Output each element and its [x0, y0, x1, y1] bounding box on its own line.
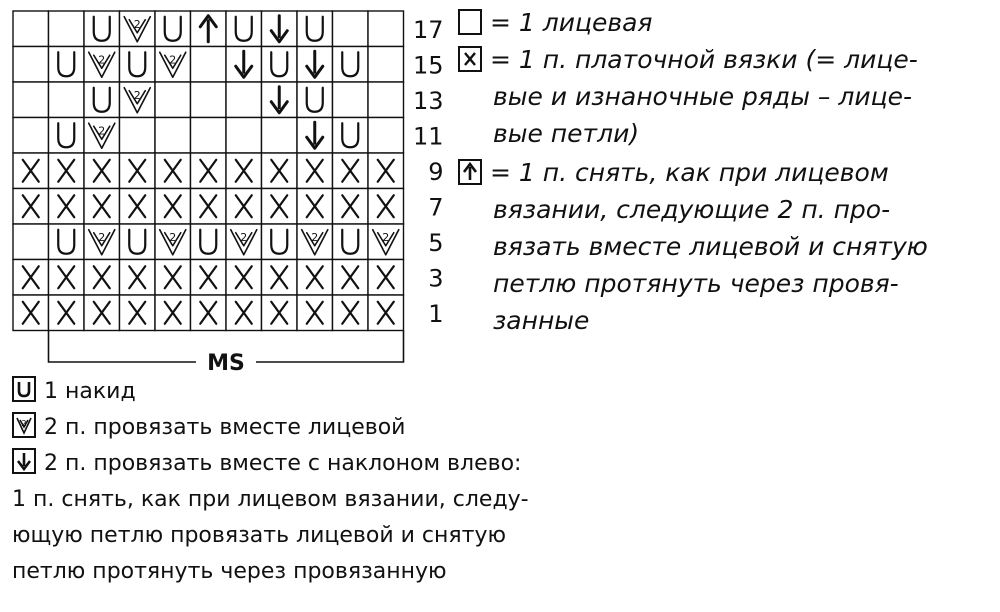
- chart-cell: [333, 295, 369, 331]
- chart-cell: [262, 118, 298, 154]
- legend-up-text-4: петлю протянуть через провя-: [493, 269, 899, 298]
- chart-cell: [333, 118, 369, 154]
- chart-cell: [49, 11, 85, 47]
- chart-cell: [120, 295, 156, 331]
- chart-cell: [368, 82, 404, 118]
- chart-cell: [297, 260, 333, 296]
- chart-cell: [297, 189, 333, 225]
- chart-cell: [262, 153, 298, 189]
- legend-ssk-text-3: ющую петлю провязать лицевой и снятую: [12, 523, 506, 548]
- x-icon: [458, 46, 482, 72]
- chart-cell: [333, 47, 369, 83]
- chart-cell: [226, 47, 262, 83]
- chart-cell: [13, 118, 49, 154]
- legend-up-text-2: вязании, следующие 2 п. про-: [493, 195, 891, 224]
- legend-ssk-text-1: 2 п. провязать вместе с наклоном влево:: [44, 451, 522, 476]
- chart-cell: [297, 11, 333, 47]
- chart-cell: [49, 118, 85, 154]
- chart-cell: [155, 118, 191, 154]
- chart-cell: [226, 11, 262, 47]
- chart-cell: [262, 189, 298, 225]
- chart-cell: [155, 153, 191, 189]
- chart-cell: [120, 11, 156, 47]
- u-icon: [12, 376, 36, 402]
- chart-cell: [13, 260, 49, 296]
- chart-cell: [262, 260, 298, 296]
- legend-garter: [458, 41, 998, 78]
- row-number: 3: [428, 264, 444, 293]
- legend-knit: [458, 4, 998, 41]
- chart-cell: [155, 47, 191, 83]
- chart-cell: [49, 47, 85, 83]
- legend-garter-text-3: вые петли): [493, 119, 640, 148]
- chart-cell: [297, 47, 333, 83]
- row-number: 13: [412, 86, 444, 115]
- chart-cell: [84, 82, 120, 118]
- chart-cell: [297, 224, 333, 260]
- down-arrow-icon: [12, 448, 36, 474]
- chart-cell: [333, 82, 369, 118]
- chart-cell: [297, 295, 333, 331]
- legend-ssk: [12, 446, 529, 482]
- chart-cell: [120, 47, 156, 83]
- svg-text:2: 2: [21, 419, 27, 428]
- chart-cell: [333, 153, 369, 189]
- chart-cell: [191, 153, 227, 189]
- chart-cell: [84, 260, 120, 296]
- legend-right: [458, 4, 998, 339]
- legend-knit-text: = 1 лицевая: [490, 8, 653, 37]
- chart-cell: [84, 189, 120, 225]
- chart-cell: [226, 82, 262, 118]
- chart-cell: [84, 153, 120, 189]
- chart-cell: [297, 118, 333, 154]
- chart-cell: [262, 11, 298, 47]
- chart-cell: [262, 224, 298, 260]
- k2tog-number: 2: [169, 230, 177, 244]
- k2tog-icon: [12, 412, 36, 438]
- chart-cell: [13, 47, 49, 83]
- chart-cell: [333, 11, 369, 47]
- legend-garter-text-2: вые и изнаночные ряды – лице-: [493, 82, 912, 111]
- legend-k2tog-text: 2 п. провязать вместе лицевой: [44, 415, 406, 440]
- chart-cell: [333, 189, 369, 225]
- legend-up-text-1: = 1 п. снять, как при лицевом: [490, 158, 889, 187]
- chart-cell: [368, 260, 404, 296]
- chart-cell: [226, 189, 262, 225]
- chart-cell: [49, 82, 85, 118]
- chart-cell: [13, 11, 49, 47]
- chart-cell: [191, 118, 227, 154]
- chart-cell: [368, 47, 404, 83]
- legend-garter-text-1: = 1 п. платочной вязки (= лице-: [490, 45, 918, 74]
- legend-up: [458, 154, 998, 191]
- chart-cell: [13, 189, 49, 225]
- chart-cell: [191, 189, 227, 225]
- row-number: 1: [428, 299, 444, 328]
- chart-cell: [13, 153, 49, 189]
- chart-cell: [155, 224, 191, 260]
- chart-cell: [226, 153, 262, 189]
- legend-yarn-over-text: 1 накид: [44, 379, 136, 404]
- chart-cell: [155, 189, 191, 225]
- chart-cell: [49, 295, 85, 331]
- chart-cell: [226, 224, 262, 260]
- chart-cell: [368, 118, 404, 154]
- chart-cell: [13, 295, 49, 331]
- chart-cell: [120, 260, 156, 296]
- chart-cell: [84, 118, 120, 154]
- chart-cell: [120, 153, 156, 189]
- legend-up-text-3: вязать вместе лицевой и снятую: [493, 232, 928, 261]
- chart-cell: [191, 295, 227, 331]
- legend-ssk-text-2: 1 п. снять, как при лицевом вязании, следу-: [12, 487, 529, 512]
- legend-ssk-text-4: петлю протянуть через провязанную: [12, 559, 447, 584]
- chart-cell: [49, 189, 85, 225]
- chart-cell: [368, 224, 404, 260]
- k2tog-number: 2: [98, 124, 106, 138]
- chart-cell: [13, 224, 49, 260]
- chart-cell: [262, 295, 298, 331]
- chart-cell: [84, 47, 120, 83]
- legend-up-text-5: занные: [493, 306, 590, 335]
- chart-cell: [191, 11, 227, 47]
- row-number: 17: [412, 15, 444, 44]
- chart-cell: [368, 11, 404, 47]
- k2tog-number: 2: [133, 88, 141, 102]
- chart-cell: [368, 295, 404, 331]
- chart-cell: [297, 153, 333, 189]
- chart-cell: [84, 224, 120, 260]
- chart-cell: [333, 260, 369, 296]
- chart-cell: [368, 153, 404, 189]
- legend-k2tog: [12, 410, 529, 446]
- k2tog-number: 2: [240, 230, 248, 244]
- chart-cell: [226, 118, 262, 154]
- chart-cell: [155, 260, 191, 296]
- chart-cell: [262, 47, 298, 83]
- k2tog-number: 2: [382, 230, 390, 244]
- chart-cell: [49, 153, 85, 189]
- row-number: 11: [412, 122, 444, 151]
- chart-cell: [155, 82, 191, 118]
- empty-square-icon: [458, 9, 482, 35]
- chart-cell: [368, 189, 404, 225]
- repeat-label: MS: [207, 351, 245, 376]
- k2tog-number: 2: [98, 230, 106, 244]
- k2tog-number: 2: [169, 53, 177, 67]
- legend-yarn-over: [12, 374, 529, 410]
- chart-cell: [49, 260, 85, 296]
- chart-cell: [191, 224, 227, 260]
- chart-cell: [120, 82, 156, 118]
- row-number: 9: [428, 157, 444, 186]
- chart-cell: [191, 47, 227, 83]
- row-number: 7: [428, 193, 444, 222]
- legend-bottom: [12, 374, 529, 590]
- chart-cell: [120, 189, 156, 225]
- row-number: 15: [412, 51, 444, 80]
- chart-cell: [191, 260, 227, 296]
- chart-cell: [120, 224, 156, 260]
- chart-cell: [297, 82, 333, 118]
- chart-cell: [262, 82, 298, 118]
- up-arrow-icon: [458, 159, 482, 185]
- chart-cell: [155, 295, 191, 331]
- chart-cell: [155, 11, 191, 47]
- chart-cell: [226, 295, 262, 331]
- row-number: 5: [428, 228, 444, 257]
- chart-cell: [333, 224, 369, 260]
- chart-cell: [191, 82, 227, 118]
- chart-cell: [84, 11, 120, 47]
- k2tog-number: 2: [133, 17, 141, 31]
- chart-cell: [13, 82, 49, 118]
- chart-cell: [120, 118, 156, 154]
- chart-cell: [49, 224, 85, 260]
- k2tog-number: 2: [311, 230, 319, 244]
- k2tog-number: 2: [98, 53, 106, 67]
- chart-cell: [226, 260, 262, 296]
- chart-cell: [84, 295, 120, 331]
